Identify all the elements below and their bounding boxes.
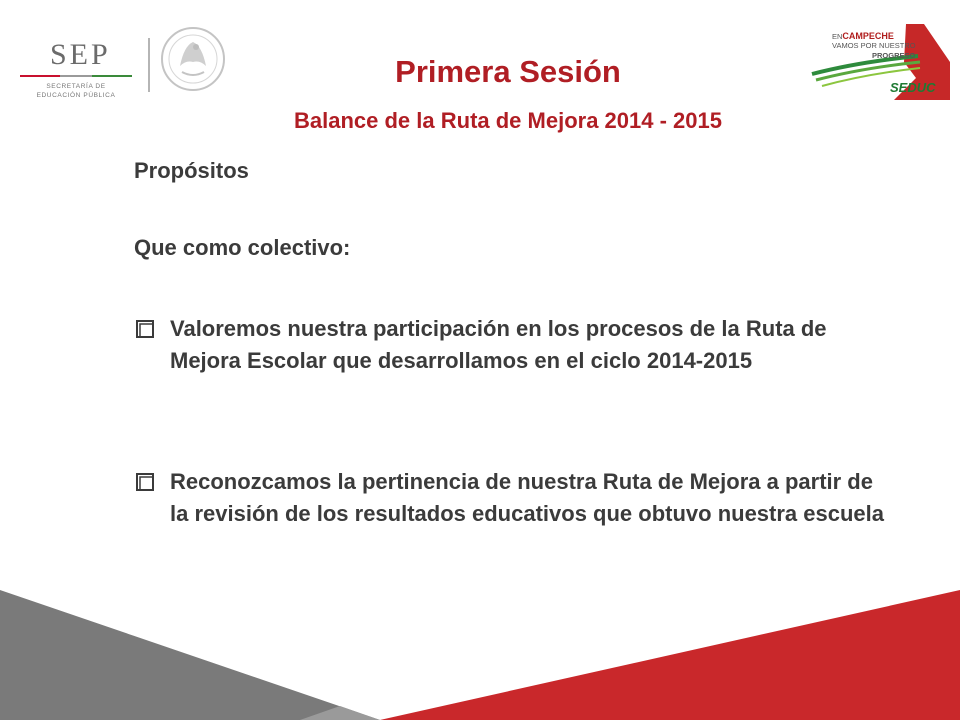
footer-red-wedge [380,590,960,720]
footer-decoration [0,590,960,720]
slide-subtitle: Balance de la Ruta de Mejora 2014 - 2015 [294,108,722,133]
footer-gray-wedge [0,590,380,720]
bullet-text: Valoremos nuestra participación en los procesos de la Ruta de Mejora Escolar que desarrollamos en el ciclo 2014-2015 [170,316,827,373]
checkbox-icon [136,473,154,491]
sep-logo-word: SEP [50,38,111,71]
slide-title: Primera Sesión [395,54,621,89]
campeche-slogan-line-2: VAMOS POR NUESTRO [832,41,916,50]
sep-logo-subtitle-2: EDUCACIÓN PÚBLICA [36,92,116,99]
checkbox-icon [136,320,154,338]
bullet-text: Reconozcamos la pertinencia de nuestra Ruta de Mejora a partir de la revisión de los resultados educativos que obtuvo nuestra escuela [170,469,885,526]
section-heading: Propósitos [134,158,249,183]
campeche-slogan-line-3: PROGRESO [872,51,916,60]
campeche-slogan-line-1: ENCAMPECHE [832,31,894,41]
intro-text: Que como colectivo: [134,235,351,260]
seduc-word: SEDUC [890,80,936,95]
sep-logo-subtitle-1: SECRETARÍA DE [46,83,106,90]
bullet-item [134,313,894,376]
bullet-item [134,466,894,529]
